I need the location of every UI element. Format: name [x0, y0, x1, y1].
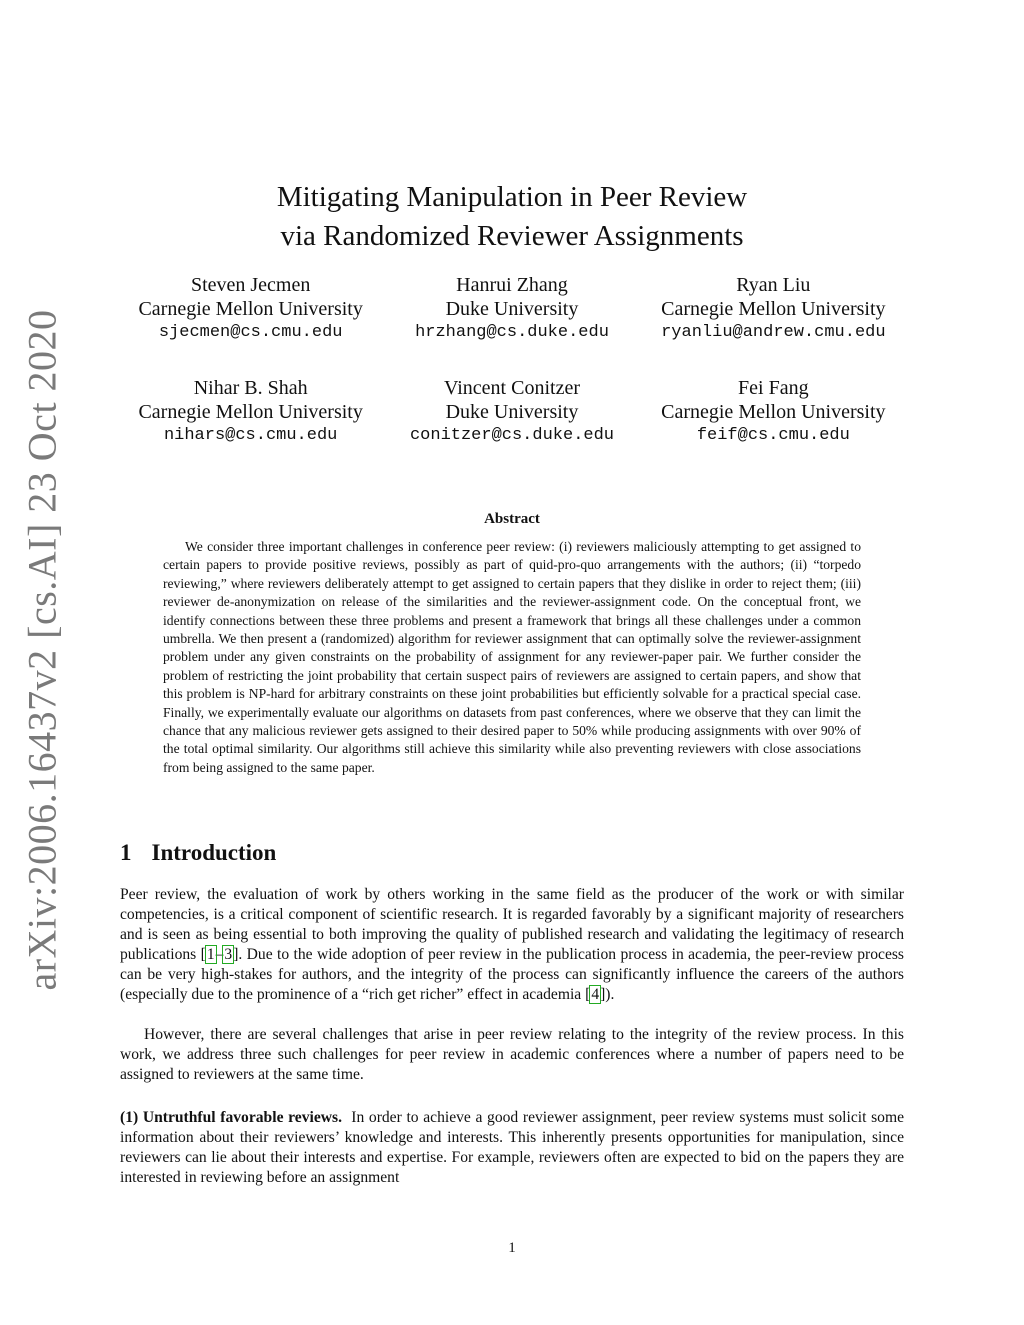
paragraph-text: Peer review, the evaluation of work by others working in the same field as the producer of the work or with similar competencies, is a critical component of scientific research. It is regarded favorably by a significant majority of researchers and is seen as being essential to both improving the quality of published research and validating the legitimacy of research publications [ [120, 886, 904, 963]
section-heading-introduction [120, 840, 276, 866]
intro-paragraph-2: However, there are several challenges that arise in peer review relating to the integrity of the review process. In this work, we address three such challenges for peer review in academic conferences where a number of papers need to be assigned to reviewers at the same time. [120, 1026, 904, 1083]
paper-title-line-1: Mitigating Manipulation in Peer Review [276, 181, 748, 213]
author-affiliation: Carnegie Mellon University [138, 401, 363, 423]
author-affiliation: Duke University [445, 298, 579, 320]
paragraph-text: ]). [600, 986, 615, 1003]
citation-link[interactable]: 4 [591, 986, 600, 1003]
citation-link[interactable]: 3 [224, 946, 233, 963]
author-email[interactable]: sjecmen@cs.cmu.edu [158, 323, 343, 342]
author-name: Fei Fang [738, 377, 809, 399]
author-email[interactable]: hrzhang@cs.duke.edu [415, 323, 609, 342]
author-block [643, 376, 904, 448]
author-row-1 [120, 273, 904, 345]
author-block [381, 376, 642, 448]
section-number: 1 [120, 840, 132, 865]
author-name: Hanrui Zhang [456, 274, 568, 296]
author-name: Steven Jecmen [190, 274, 311, 296]
author-affiliation: Carnegie Mellon University [661, 298, 886, 320]
arxiv-identifier-stamp: arXiv:2006.16437v2 [cs.AI] 23 Oct 2020 [19, 309, 65, 991]
paragraph-run-in-heading: (1) Untruthful favorable reviews. [120, 1109, 342, 1126]
paper-title-line-2: via Randomized Reviewer Assignments [280, 220, 744, 252]
intro-paragraph-3 [120, 1108, 904, 1188]
page-number: 1 [508, 1240, 516, 1256]
paragraph-text: In order to achieve a good reviewer assignment, peer review systems must solicit some information about their reviewers’ knowledge and interests. This inherently presents opportunities for manipulation, since reviewers can lie about their interests and expertise. For example, reviewers often are expected to bid on the papers they are interested in reviewing before an assignment [120, 1109, 904, 1186]
author-email[interactable]: ryanliu@andrew.cmu.edu [661, 323, 886, 342]
author-affiliation: Carnegie Mellon University [661, 401, 886, 423]
author-name: Nihar B. Shah [193, 377, 308, 399]
author-block [120, 376, 381, 448]
author-email[interactable]: conitzer@cs.duke.edu [409, 426, 615, 445]
paragraph-text: ]. Due to the wide adoption of peer review in the publication process in academia, the peer-review process can be very high-stakes for authors, and the integrity of the process can significantly influence the careers of the authors (especially due to the prominence of a “rich get richer” effect in academia [ [120, 946, 904, 1003]
abstract-heading: Abstract [484, 511, 540, 527]
intro-paragraph-1 [120, 885, 904, 1005]
section-title: Introduction [151, 840, 277, 865]
citation-range-separator: – [215, 946, 224, 963]
citation-link[interactable]: 1 [206, 946, 215, 963]
author-name: Vincent Conitzer [444, 377, 580, 399]
paper-title [0, 178, 1024, 256]
author-row-2 [120, 376, 904, 448]
author-email[interactable]: feif@cs.cmu.edu [696, 426, 850, 445]
author-block [120, 273, 381, 345]
author-block [381, 273, 642, 345]
author-name: Ryan Liu [736, 274, 811, 296]
author-block [643, 273, 904, 345]
author-affiliation: Carnegie Mellon University [138, 298, 363, 320]
author-affiliation: Duke University [445, 401, 579, 423]
abstract-text: We consider three important challenges in conference peer review: (i) reviewers maliciously attempting to get assigned to certain papers to provide positive reviews, possibly as part of quid-pro-quo arrangements with the authors; (ii) “torpedo reviewing,” where reviewers deliberately attempt to get assigned to certain papers that they dislike in order to reject them; (iii) reviewer de-anonymization on release of the similarities and the reviewer-assignment code. On the conceptual front, we identify connections between these three problems and present a framework that brings all these challenges under a common umbrella. We then present a (randomized) algorithm for reviewer assignment that can optimally solve the reviewer-assignment problem under any given constraints on the probability of assignment for any reviewer-paper pair. We further consider the problem of restricting the joint probability that certain suspect pairs of reviewers are assigned to certain papers, and show that this problem is NP-hard for arbitrary constraints on these joint probabilities but efficiently solvable for a practical special case. Finally, we experimentally evaluate our algorithms on datasets from past conferences, where we observe that they can limit the chance that any malicious reviewer gets assigned to their desired paper to 50% while producing assignments with over 90% of the total optimal similarity. Our algorithms still achieve this similarity while also preventing reviewers with close associations from being assigned to the same paper. [163, 539, 861, 775]
author-email[interactable]: nihars@cs.cmu.edu [163, 426, 338, 445]
